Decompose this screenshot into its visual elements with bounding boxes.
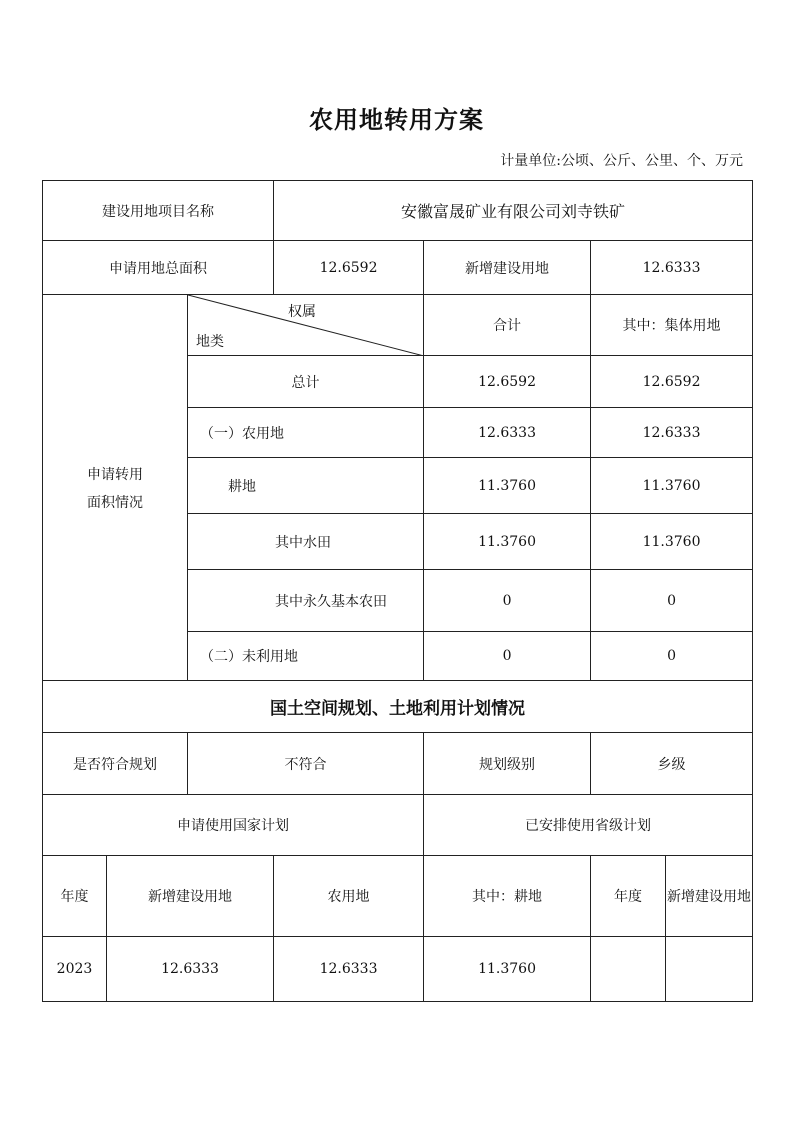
land-conversion-table [42, 180, 753, 1002]
header-total: 合计 [424, 295, 591, 356]
conversion-section-label-line1: 申请转用 [87, 466, 143, 483]
plan-data-cell: 12.6333 [274, 937, 424, 1002]
page-title: 农用地转用方案 [309, 105, 484, 134]
total-area-label: 申请用地总面积 [43, 241, 274, 295]
row-collective: 11.3760 [591, 458, 753, 514]
plan-level-value: 乡级 [591, 733, 753, 795]
row-collective: 12.6592 [591, 356, 753, 408]
total-area-value: 12.6592 [274, 241, 424, 295]
plan-header-cell: 其中：耕地 [424, 856, 591, 937]
header-collective: 其中：集体用地 [591, 295, 753, 356]
row-total: 0 [424, 632, 591, 681]
new-construction-label: 新增建设用地 [424, 241, 591, 295]
plan-header-row [43, 856, 753, 937]
plan-header-cell: 新增建设用地 [666, 856, 753, 937]
plan-data-cell: 2023 [43, 937, 107, 1002]
row-collective: 11.3760 [591, 514, 753, 570]
plan-data-cell [591, 937, 666, 1002]
conversion-section-label [43, 295, 188, 681]
plan-data-row [43, 937, 753, 1002]
planning-section-title: 国土空间规划、土地利用计划情况 [43, 681, 753, 733]
plan-data-cell: 12.6333 [107, 937, 274, 1002]
row-label: 总计 [188, 356, 424, 408]
plan-data-cell [666, 937, 753, 1002]
plan-header-cell: 农用地 [274, 856, 424, 937]
unit-note: 计量单位:公顷、公斤、公里、个、万元 [500, 153, 743, 169]
row-total: 11.3760 [424, 514, 591, 570]
national-plan-title: 申请使用国家计划 [43, 795, 424, 856]
row-total: 12.6592 [424, 356, 591, 408]
row-collective: 0 [591, 570, 753, 632]
conversion-section-label-line2: 面积情况 [87, 494, 143, 511]
plan-conform-value: 不符合 [188, 733, 424, 795]
row-total: 0 [424, 570, 591, 632]
plan-header-cell: 年度 [43, 856, 107, 937]
row-collective: 0 [591, 632, 753, 681]
plan-level-label: 规划级别 [424, 733, 591, 795]
row-label: 耕地 [188, 458, 424, 514]
plan-header-cell: 新增建设用地 [107, 856, 274, 937]
row-total: 12.6333 [424, 408, 591, 458]
provincial-plan-title: 已安排使用省级计划 [424, 795, 753, 856]
plan-data-cell: 11.3760 [424, 937, 591, 1002]
row-total: 11.3760 [424, 458, 591, 514]
row-label: 其中永久基本农田 [188, 570, 424, 632]
project-name-label: 建设用地项目名称 [43, 181, 274, 241]
row-label: （一）农用地 [188, 408, 424, 458]
row-collective: 12.6333 [591, 408, 753, 458]
project-name-value: 安徽富晟矿业有限公司刘寺铁矿 [274, 181, 753, 241]
plan-header-cell: 年度 [591, 856, 666, 937]
header-ownership: 权属 [288, 304, 316, 320]
new-construction-value: 12.6333 [591, 241, 753, 295]
plan-conform-label: 是否符合规划 [43, 733, 188, 795]
header-landtype: 地类 [196, 334, 224, 350]
row-label: （二）未利用地 [188, 632, 424, 681]
diagonal-header-cell [188, 295, 424, 356]
row-label: 其中水田 [188, 514, 424, 570]
